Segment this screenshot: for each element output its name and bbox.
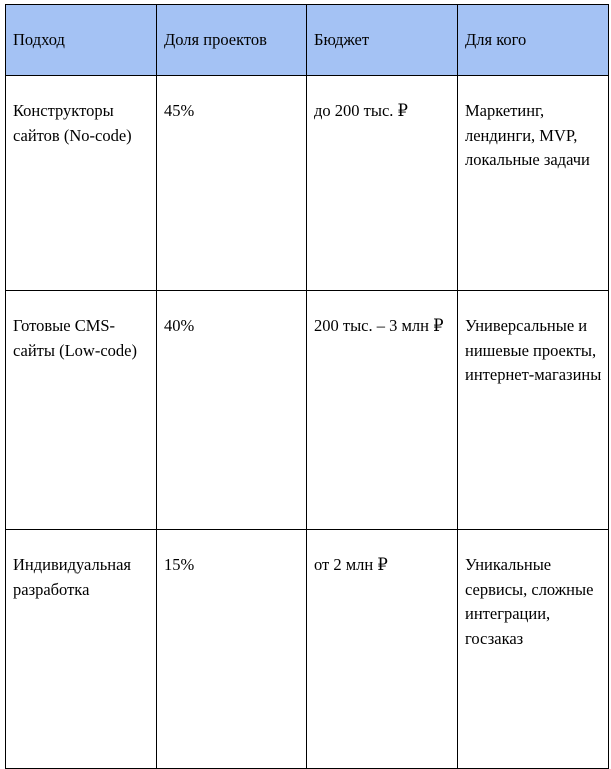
header-approach: Подход bbox=[6, 5, 157, 76]
cell-approach: Конструкторы сайтов (No-code) bbox=[6, 76, 157, 291]
header-share: Доля проектов bbox=[157, 5, 307, 76]
cell-budget: до 200 тыс. ₽ bbox=[307, 76, 458, 291]
cell-share: 15% bbox=[157, 530, 307, 769]
table-row bbox=[6, 291, 609, 530]
cell-approach: Готовые CMS-сайты (Low-code) bbox=[6, 291, 157, 530]
cell-audience: Универсальные и нишевые проекты, интернет-магазины bbox=[458, 291, 609, 530]
cell-share: 45% bbox=[157, 76, 307, 291]
table-row bbox=[6, 530, 609, 769]
cell-audience: Уникальные сервисы, сложные интеграции, госзаказ bbox=[458, 530, 609, 769]
header-budget: Бюджет bbox=[307, 5, 458, 76]
table-header-row bbox=[6, 5, 609, 76]
header-audience: Для кого bbox=[458, 5, 609, 76]
cell-budget: от 2 млн ₽ bbox=[307, 530, 458, 769]
cell-audience: Маркетинг, лендинги, MVP, локальные задачи bbox=[458, 76, 609, 291]
comparison-table bbox=[5, 4, 609, 769]
cell-share: 40% bbox=[157, 291, 307, 530]
cell-approach: Индивидуальная разработка bbox=[6, 530, 157, 769]
cell-budget: 200 тыс. – 3 млн ₽ bbox=[307, 291, 458, 530]
table-row bbox=[6, 76, 609, 291]
